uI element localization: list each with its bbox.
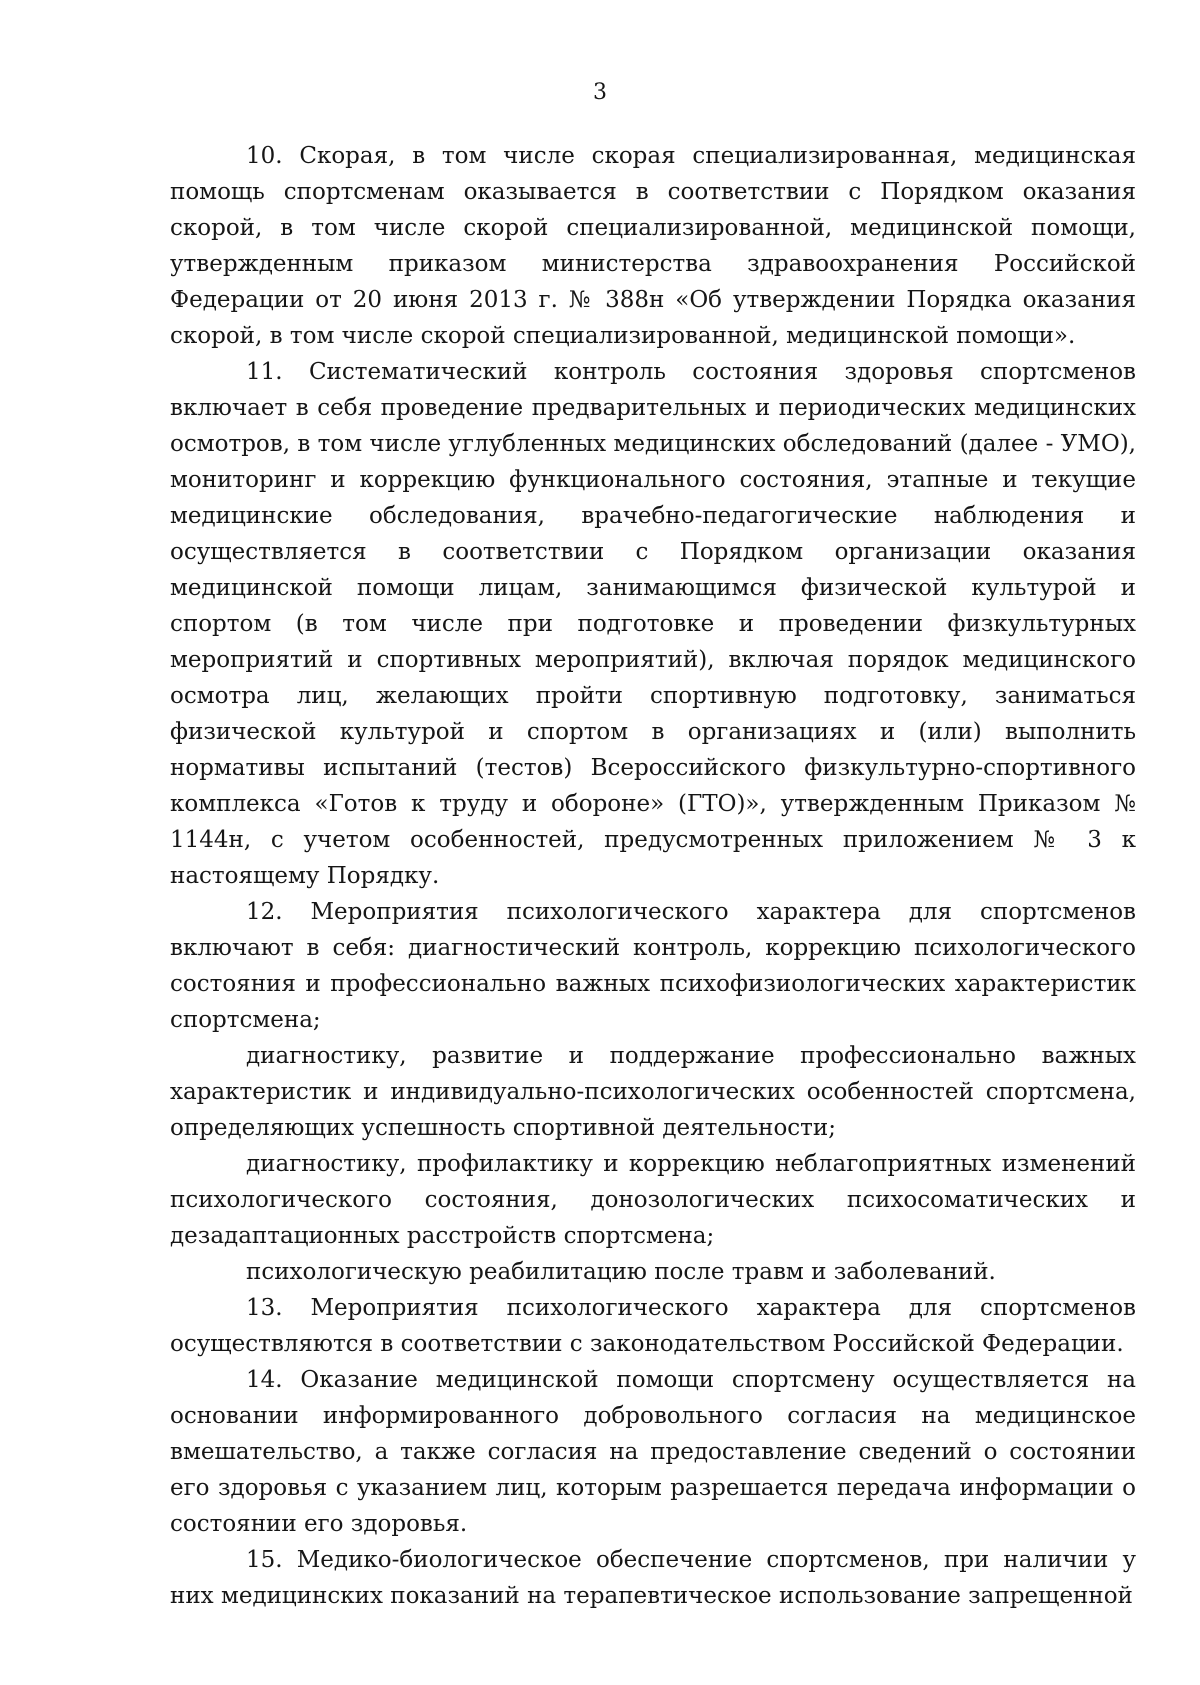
paragraph-10: 10. Скорая, в том числе скорая специализированная, медицинская помощь спортсменам оказывается в соответствии с Порядком оказания скорой, в том числе скорой специализированной, медицинской помощи, утвержденным приказом министерства здравоохранения Российской Федерации от 20 июня 2013 г. № 388н «Об утверждении Порядка оказания скорой, в том числе скорой специализированной, медицинской помощи». xyxy=(170,143,1136,349)
page-number: 3 xyxy=(593,80,607,105)
paragraph-12-item-2: диагностику, профилактику и коррекцию неблагоприятных изменений психологического состояния, донозологических психосоматических и дезадаптационных расстройств спортсмена; xyxy=(170,1151,1136,1249)
paragraph-15: 15. Медико-биологическое обеспечение спортсменов, при наличии у них медицинских показаний на терапевтическое использование запрещенной xyxy=(170,1547,1136,1609)
document-body xyxy=(170,138,1136,1614)
paragraph-12: 12. Мероприятия психологического характера для спортсменов включают в себя: диагностический контроль, коррекцию психологического состояния и профессионально важных психофизиологических характеристик спортсмена; xyxy=(170,899,1136,1033)
paragraph-14: 14. Оказание медицинской помощи спортсмену осуществляется на основании информированного добровольного согласия на медицинское вмешательство, а также согласия на предоставление сведений о состоянии его здоровья с указанием лиц, которым разрешается передача информации о состоянии его здоровья. xyxy=(170,1367,1136,1537)
paragraph-11: 11. Систематический контроль состояния здоровья спортсменов включает в себя проведение предварительных и периодических медицинских осмотров, в том числе углубленных медицинских обследований (далее - УМО), мониторинг и коррекцию функционального состояния, этапные и текущие медицинские обследования, врачебно-педагогические наблюдения и осуществляется в соответствии с Порядком организации оказания медицинской помощи лицам, занимающимся физической культурой и спортом (в том числе при подготовке и проведении физкультурных мероприятий и спортивных мероприятий), включая порядок медицинского осмотра лиц, желающих пройти спортивную подготовку, заниматься физической культурой и спортом в организациях и (или) выполнить нормативы испытаний (тестов) Всероссийского физкультурно-спортивного комплекса «Готов к труду и обороне» (ГТО)», утвержденным Приказом № 1144н, с учетом особенностей, предусмотренных приложением № 3 к настоящему Порядку. xyxy=(170,359,1136,889)
paragraph-12-item-1: диагностику, развитие и поддержание профессионально важных характеристик и индивидуально-психологических особенностей спортсмена, определяющих успешность спортивной деятельности; xyxy=(170,1043,1136,1141)
paragraph-13: 13. Мероприятия психологического характера для спортсменов осуществляются в соответствии с законодательством Российской Федерации. xyxy=(170,1295,1136,1357)
paragraph-12-item-3: психологическую реабилитацию после травм и заболеваний. xyxy=(246,1259,996,1285)
